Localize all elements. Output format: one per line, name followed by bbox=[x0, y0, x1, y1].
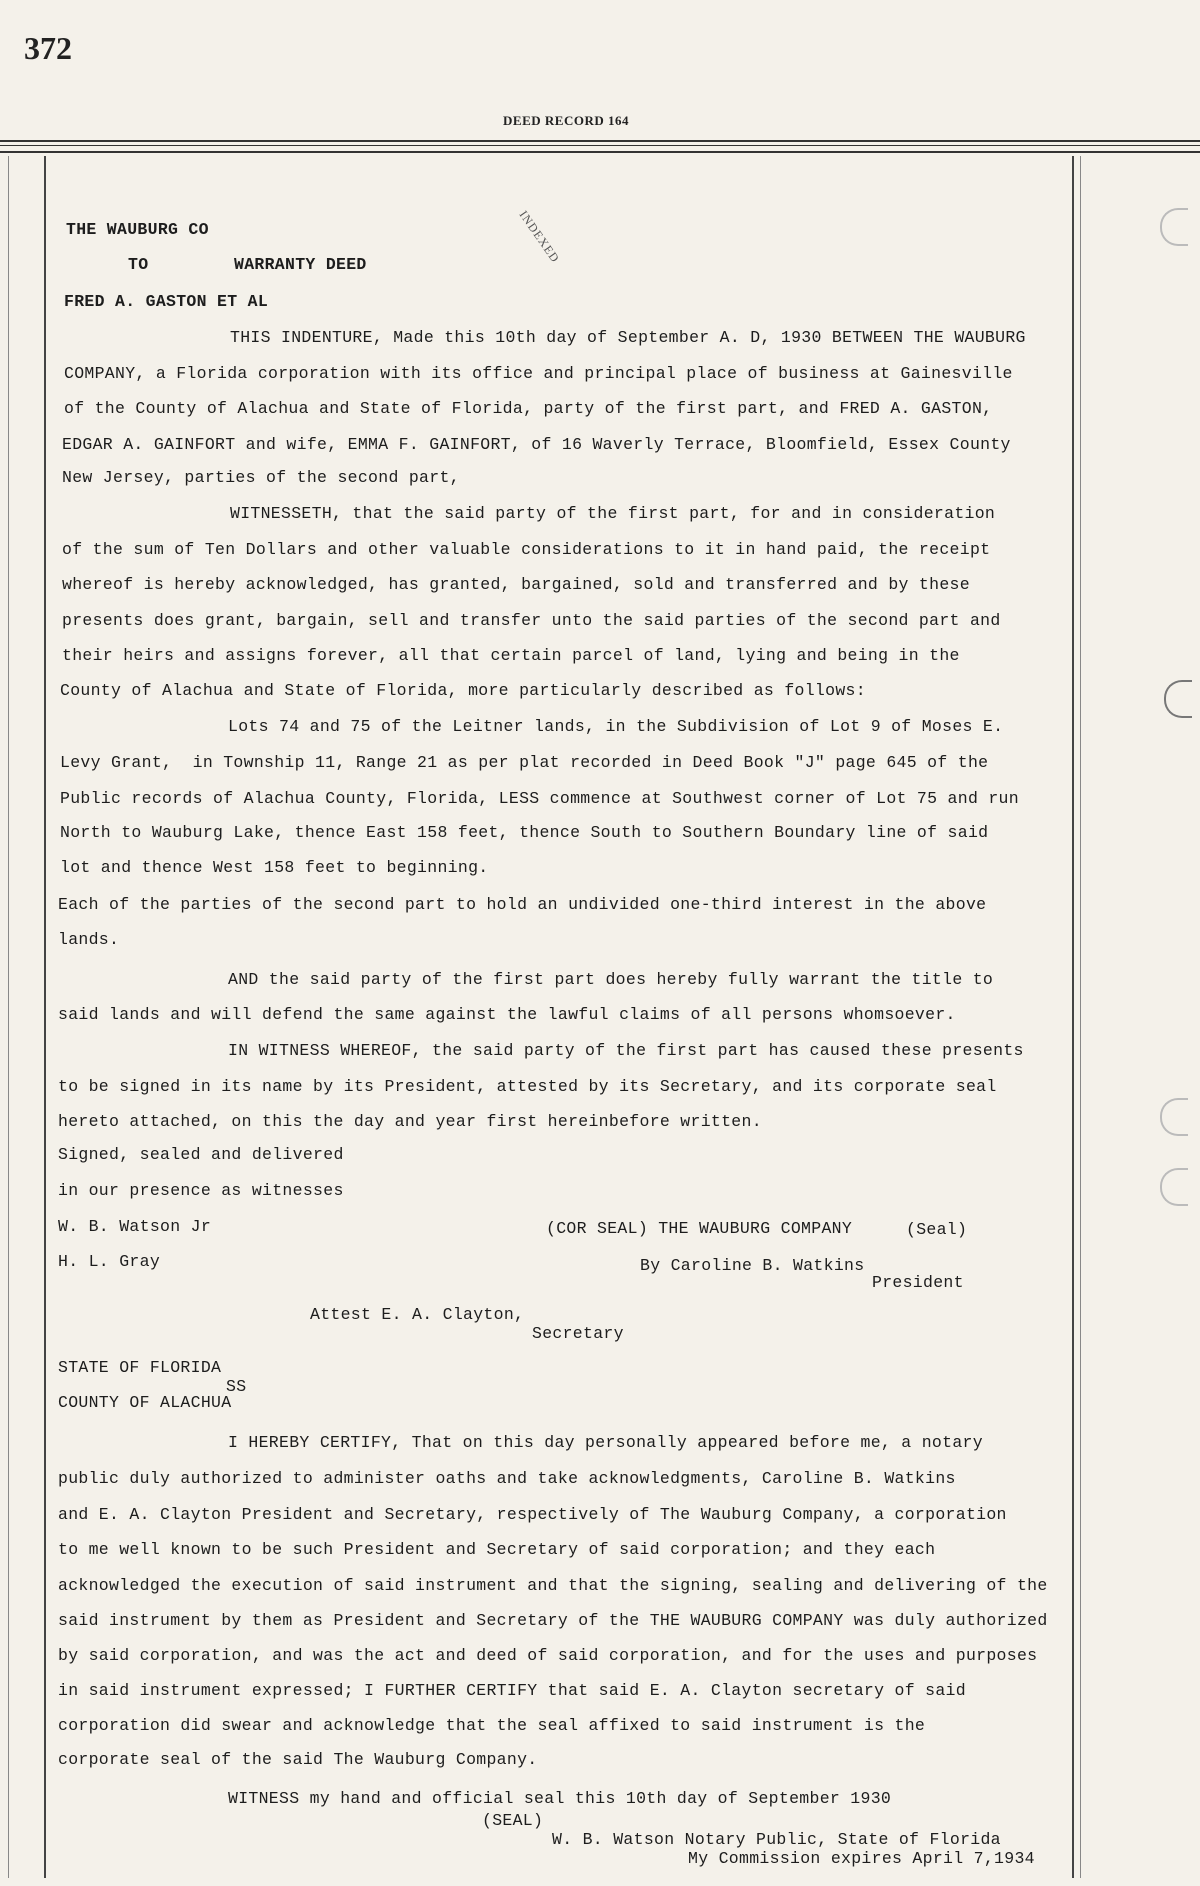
ack-line: public duly authorized to administer oaths and take acknowledgments, Caroline B. Watkins bbox=[58, 1469, 956, 1488]
binder-ring bbox=[1160, 1098, 1188, 1136]
ack-line: to me well known to be such President and Secretary of said corporation; and they each bbox=[58, 1540, 936, 1559]
company-seal: (COR SEAL) THE WAUBURG COMPANY bbox=[546, 1219, 853, 1238]
running-head: DEED RECORD 164 bbox=[503, 113, 629, 128]
instrument-caption: WARRANTY DEED bbox=[234, 255, 367, 274]
signatory: By Caroline B. Watkins bbox=[640, 1256, 865, 1275]
body-line: presents does grant, bargain, sell and transfer unto the said parties of the second part and bbox=[62, 611, 1001, 630]
body-line: Levy Grant, in Township 11, Range 21 as per plat recorded in Deed Book "J" page 645 of the bbox=[60, 753, 989, 772]
secretary-title: Secretary bbox=[532, 1324, 624, 1343]
binder-ring bbox=[1164, 680, 1192, 718]
body-line: lands. bbox=[58, 930, 120, 949]
body-line: WITNESSETH, that the said party of the first part, for and in consideration bbox=[230, 504, 996, 523]
body-line: their heirs and assigns forever, all that certain parcel of land, lying and being in the bbox=[62, 646, 960, 665]
body-line: Lots 74 and 75 of the Leitner lands, in the Subdivision of Lot 9 of Moses E. bbox=[228, 717, 1004, 736]
state-venue: STATE OF FLORIDA bbox=[58, 1358, 222, 1377]
binder-ring bbox=[1160, 208, 1188, 246]
header-rule-3 bbox=[0, 151, 1200, 153]
indexed-stamp: INDEXED bbox=[516, 208, 563, 266]
ack-line: by said corporation, and was the act and deed of said corporation, and for the uses and purposes bbox=[58, 1646, 1038, 1665]
ack-line: I HEREBY CERTIFY, That on this day personally appeared before me, a notary bbox=[228, 1433, 983, 1452]
body-line: COMPANY, a Florida corporation with its office and principal place of business at Gainesville bbox=[64, 364, 1013, 383]
president-title: President bbox=[872, 1273, 964, 1292]
ack-line: acknowledged the execution of said instrument and that the signing, sealing and delivering of the bbox=[58, 1576, 1048, 1595]
commission-expiry: My Commission expires April 7,1934 bbox=[688, 1849, 1035, 1868]
body-line: Each of the parties of the second part to hold an undivided one-third interest in the above bbox=[58, 895, 987, 914]
to-caption: TO bbox=[128, 255, 149, 274]
witness-2: H. L. Gray bbox=[58, 1252, 161, 1271]
ack-line: corporation did swear and acknowledge that the seal affixed to said instrument is the bbox=[58, 1716, 926, 1735]
body-line: whereof is hereby acknowledged, has granted, bargained, sold and transferred and by these bbox=[62, 575, 970, 594]
body-line: hereto attached, on this the day and year first hereinbefore written. bbox=[58, 1112, 762, 1131]
attest-line: Attest E. A. Clayton, bbox=[310, 1305, 525, 1324]
page-number: 372 bbox=[24, 30, 72, 66]
body-line: County of Alachua and State of Florida, more particularly described as follows: bbox=[60, 681, 866, 700]
notary-signature: W. B. Watson Notary Public, State of Florida bbox=[552, 1830, 1001, 1849]
body-line: New Jersey, parties of the second part, bbox=[62, 468, 460, 487]
body-line: of the sum of Ten Dollars and other valuable considerations to it in hand paid, the receipt bbox=[62, 540, 991, 559]
signed-line-1: Signed, sealed and delivered bbox=[58, 1145, 344, 1164]
body-line: AND the said party of the first part does hereby fully warrant the title to bbox=[228, 970, 994, 989]
ss-mark: SS bbox=[226, 1377, 247, 1396]
frame-right-line-2 bbox=[1080, 156, 1081, 1878]
grantee-caption: FRED A. GASTON ET AL bbox=[64, 292, 269, 311]
ack-line: said instrument by them as President and Secretary of the THE WAUBURG COMPANY was duly authorized bbox=[58, 1611, 1048, 1630]
body-line: said lands and will defend the same against the lawful claims of all persons whomsoever. bbox=[58, 1005, 956, 1024]
header-rule-1 bbox=[0, 140, 1200, 142]
notary-seal: (SEAL) bbox=[482, 1811, 544, 1830]
body-line: North to Wauburg Lake, thence East 158 feet, thence South to Southern Boundary line of said bbox=[60, 823, 989, 842]
body-line: lot and thence West 158 feet to beginning. bbox=[60, 858, 489, 877]
county-venue: COUNTY OF ALACHUA bbox=[58, 1393, 232, 1412]
signed-line-2: in our presence as witnesses bbox=[58, 1181, 344, 1200]
binder-ring bbox=[1160, 1168, 1188, 1206]
body-line: of the County of Alachua and State of Florida, party of the first part, and FRED A. GASTON, bbox=[64, 399, 993, 418]
body-line: THIS INDENTURE, Made this 10th day of September A. D, 1930 BETWEEN THE WAUBURG bbox=[230, 328, 1026, 347]
ack-line: and E. A. Clayton President and Secretary, respectively of The Wauburg Company, a corporation bbox=[58, 1505, 1007, 1524]
witness-1: W. B. Watson Jr bbox=[58, 1217, 212, 1236]
body-line: to be signed in its name by its President, attested by its Secretary, and its corporate seal bbox=[58, 1077, 997, 1096]
body-line: EDGAR A. GAINFORT and wife, EMMA F. GAINFORT, of 16 Waverly Terrace, Bloomfield, Essex County bbox=[62, 435, 1011, 454]
frame-left-line bbox=[44, 156, 46, 1878]
notary-witness-line: WITNESS my hand and official seal this 10th day of September 1930 bbox=[228, 1789, 892, 1808]
ack-line: corporate seal of the said The Wauburg Company. bbox=[58, 1750, 538, 1769]
body-line: IN WITNESS WHEREOF, the said party of the first part has caused these presents bbox=[228, 1041, 1024, 1060]
ack-line: in said instrument expressed; I FURTHER CERTIFY that said E. A. Clayton secretary of said bbox=[58, 1681, 966, 1700]
seal-label: (Seal) bbox=[906, 1220, 968, 1239]
grantor-caption: THE WAUBURG CO bbox=[66, 220, 209, 239]
frame-right-line bbox=[1072, 156, 1074, 1878]
header-rule-2 bbox=[0, 145, 1200, 146]
body-line: Public records of Alachua County, Florida, LESS commence at Southwest corner of Lot 75 and run bbox=[60, 789, 1019, 808]
frame-outer-line bbox=[8, 156, 9, 1878]
